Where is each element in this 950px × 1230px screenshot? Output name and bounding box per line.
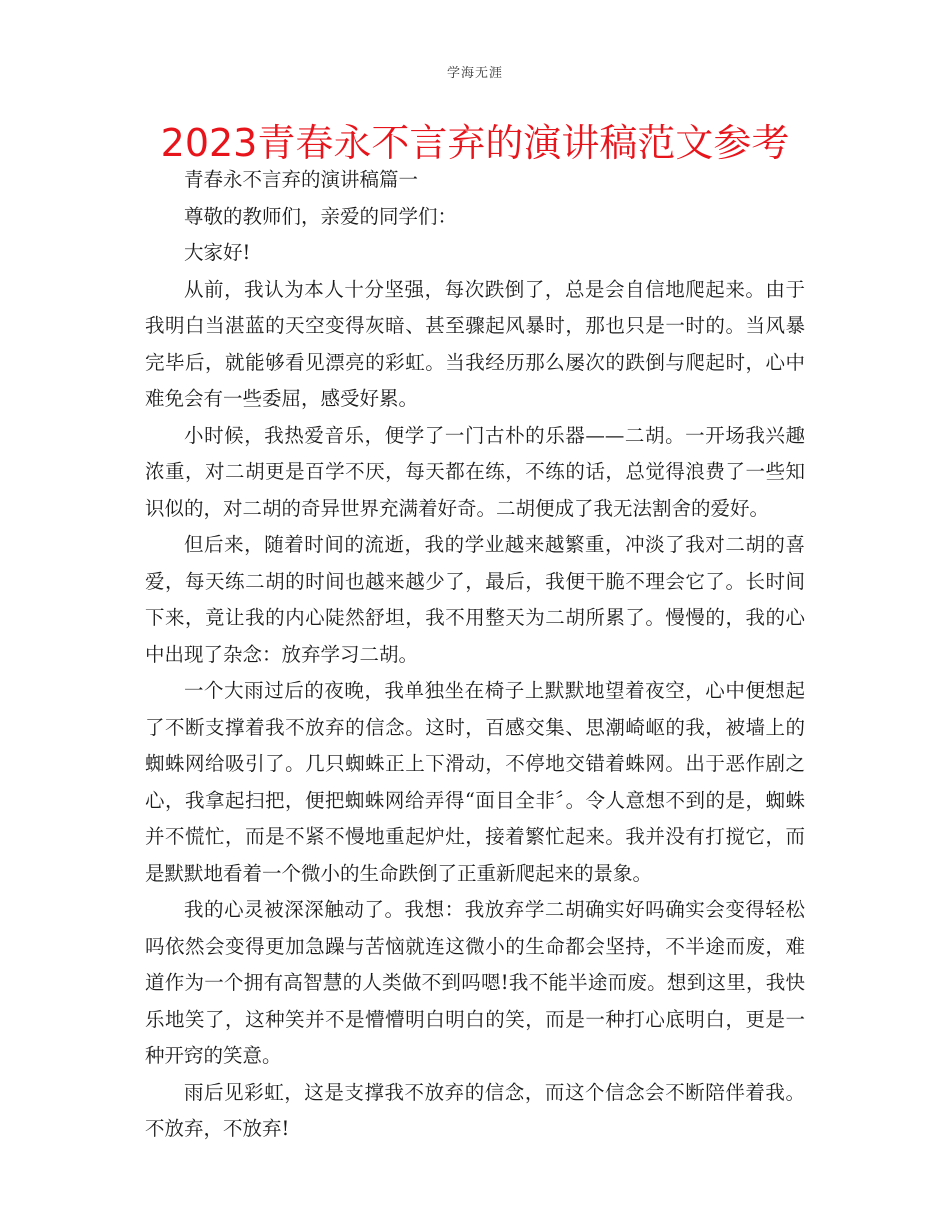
section-heading: 青春永不言弃的演讲稿篇一 (184, 168, 419, 191)
page-header: 学海无涯 (446, 66, 503, 81)
body-paragraph: 从前，我认为本人十分坚强，每次跌倒了，总是会自信地爬起来。由于我明白当湛蓝的天空变得灰暗、甚至骤起风暴时，那也只是一时的。当风暴完毕后，就能够看见漂亮的彩虹。当我经历那么屡次的跌倒与爬起时，心中难免会有一些委屈，感受好累。 (145, 277, 805, 410)
closing-paragraph: 雨后见彩虹，这是支撑我不放弃的信念，而这个信念会不断陪伴着我。不放弃，不放弃! (145, 1080, 805, 1140)
body-paragraph: 小时候，我热爱音乐，便学了一门古朴的乐器——二胡。一开场我兴趣浓重，对二胡更是百学不厌，每天都在练，不练的话，总觉得浪费了一些知识似的，对二胡的奇异世界充满着好奇。二胡便成了我无法割舍的爱好。 (145, 423, 805, 520)
salutation: 尊敬的教师们，亲爱的同学们： (184, 204, 458, 228)
greeting: 大家好! (184, 241, 251, 264)
body-paragraph: 一个大雨过后的夜晚，我单独坐在椅子上默默地望着夜空，心中便想起了不断支撑着我不放弃的信念。这时，百感交集、思潮崎岖的我，被墙上的蜘蛛网给吸引了。几只蜘蛛正上下滑动，不停地交错着蛛网。出于恶作剧之心，我拿起扫把，便把蜘蛛网给弄得“面目全非〞。令人意想不到的是，蜘蛛并不慌忙，而是不紧不慢地重起炉灶，接着繁忙起来。我并没有打搅它，而是默默地看着一个微小的生命跌倒了正重新爬起来的景象。 (145, 679, 805, 885)
body-paragraph: 但后来，随着时间的流逝，我的学业越来越繁重，冲淡了我对二胡的喜爱，每天练二胡的时间也越来越少了，最后，我便干脆不理会它了。长时间下来，竟让我的内心陡然舒坦，我不用整天为二胡所累了。慢慢的，我的心中出现了杂念：放弃学习二胡。 (145, 533, 805, 666)
document-title: 2023青春永不言弃的演讲稿范文参考 (160, 121, 790, 165)
body-paragraph: 我的心灵被深深触动了。我想：我放弃学二胡确实好吗确实会变得轻松吗依然会变得更加急躁与苦恼就连这微小的生命都会坚持，不半途而废，难道作为一个拥有高智慧的人类做不到吗嗯!我不能半途而废。想到这里，我快乐地笑了，这种笑并不是懵懵明白明白的笑，而是一种打心底明白，更是一种开窍的笑意。 (145, 898, 805, 1067)
document-body (145, 162, 805, 1148)
